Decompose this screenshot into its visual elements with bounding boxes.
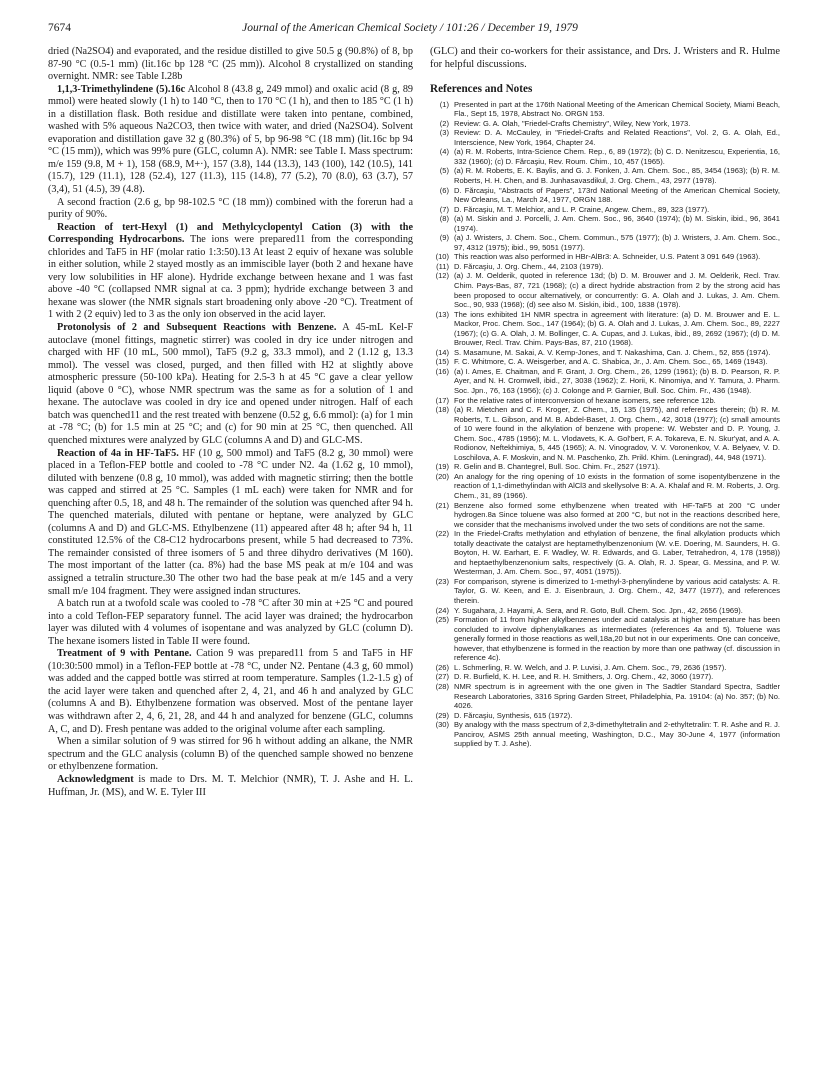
reference-text: Formation of 11 from higher alkylbenzenes under acid catalysis at higher temperature has been concluded to involve diphenylalkanes as intermediates (references 4a and 5). Toluene was generally formed in those reactions as well,18a,20 but not in our experiments. One can conceive, however, that ethylbenzene is formed in the reaction by more than one pathway (cf. discussion in reference 4c). [454, 615, 780, 663]
reference-number: (5) [439, 166, 449, 176]
reference-text: D. Fărcaşiu, Synthesis, 615 (1972). [454, 710, 573, 720]
reference-item [430, 606, 780, 616]
body-paragraph [48, 736, 413, 774]
reference-number: (9) [439, 233, 449, 243]
reference-number: (17) [435, 395, 449, 405]
reference-item [430, 663, 780, 673]
reference-text: An analogy for the ring opening of 10 exists in the formation of some isopentylbenzene in the reaction of 1,1-dimethylindan with AlCl3 and skellysolve B: A. A. Khalaf and R. M. Roberts, J. Org. Chem., 31, 89 (1966). [454, 471, 780, 501]
reference-number: (18) [435, 405, 449, 415]
reference-text: Presented in part at the 176th National Meeting of the American Chemical Society, Miami Beach, Fla., Sept 15, 1978, Abstract No. ORGN 153. [454, 99, 780, 119]
reference-text: The ions exhibited 1H NMR spectra in agreement with literature: (a) D. M. Brouwer and E. L. Mackor, Proc. Chem. Soc., 147 (1964); (b) G. A. Olah and J. Lukas, J. Am. Chem. Soc., 89, 2227 (1967); (c) G. A. Olah, J. M. Bollinger, C. A. Cupas, and J. Lukas, ibid., 89, 2692 (1967); (d) D. M. Brouwer, Recl. Trav. Chim. Pays-Bas, 87, 210 (1968). [454, 309, 780, 348]
reference-item [430, 672, 780, 682]
reference-item [430, 252, 780, 262]
reference-item [430, 100, 780, 119]
reference-item [430, 147, 780, 166]
acknowledgment-heading: Acknowledgment [57, 773, 134, 785]
reference-text: (a) R. M. Roberts, Intra-Science Chem. Rep., 6, 89 (1972); (b) C. D. Nenitzescu, Experientia, 16, 332 (1960); (c) D. Fărcaşiu, Rev. Roum. Chim., 10, 457 (1965). [454, 147, 780, 166]
paragraph-heading: Reaction of 4a in HF-TaF5. [57, 447, 179, 459]
reference-item [430, 166, 780, 185]
body-paragraph [48, 46, 413, 84]
paragraph-text: HF (10 g, 500 mmol) and TaF5 (8.2 g, 30 mmol) were placed in a Teflon-FEP bottle and cooled to -78 °C under N2. 4a (1.62 g, 10 mmol), diluted with benzene (0.8 g, 10 mmol), was added with magnetic stirring; then the bottle was capped and stirred at 25 °C. Samples (1 mL each) were taken for NMR and for quenching after 0.5, 18, and 48 h. The remainder of the solution was quenched after 94 h. The quenched materials, diluted with pentane or heptane, were analyzed by GLC (columns A and D) and GLC-MS. Ethylbenzene (11) appeared after 48 h; after 94 h, 11 constituted 12.5% of the C8-C12 hydrocarbons present, while 5 had decreased to 73%. The remainder consisted of three isomers of 5 and three dihydro derivatives (M 160). The most important of the latter (ca. 8%) had the base MS peak at m/e 104 and was assigned a tetralin structure.30 The other two had the base peak at m/e 145 and a very small m/e 104 fragment. They were assigned indan structures. [48, 447, 413, 597]
paragraph-heading: 1,1,3-Trimethylindene (5).16c [57, 83, 186, 95]
reference-item [430, 310, 780, 348]
reference-item [430, 711, 780, 721]
body-paragraph [48, 598, 413, 648]
reference-text: D. Fărcaşiu, "Abstracts of Papers", 173rd National Meeting of the American Chemical Society, New Orleans, La., March 24, 1977, ORGN 188. [454, 185, 780, 205]
paragraph-text: Alcohol 8 (43.8 g, 249 mmol) and oxalic acid (8 g, 89 mmol) were heated slowly (1 h) to 140 °C, then to 170 °C (1 h), and then to 185 °C (1 h) in a distillation flask. Both residue and distillate were taken into pentane, combined, washed with 5% aqueous Na2CO3, then twice with water, and dried (Na2SO4). Solvent evaporation and distillation gave 32 g (80.3%) of 5, bp 96-98 °C (18 mm) (lit.16c bp 94 °C (15 mm)), which was 99% pure (GLC, column A). NMR: see Table I. Mass spectrum: m/e 159 (9.8, M + 1), 158 (68.9, M+·), 157 (3.8), 144 (13.3), 143 (100), 142 (10.5), 141 (15.7), 129 (11.1), 128 (52.4), 127 (11.3), 115 (14.8), 77 (5.2), 70 (8.0), 63 (3.7), 57 (3,4), 51 (4.5), 39 (4.8). [48, 83, 413, 196]
reference-text: Review: G. A. Olah, "Friedel-Crafts Chemistry", Wiley, New York, 1973. [454, 118, 691, 128]
paragraph-text: dried (Na2SO4) and evaporated, and the residue distilled to give 50.5 g (90.8%) of 8, bp 87-90 °C (0.5-1 mm) (lit.16c bp 128 °C (25 mm)). Alcohol 8 crystallized on standing overnight. NMR: see Table I.28b [48, 46, 413, 83]
reference-item [430, 233, 780, 252]
reference-number: (1) [439, 99, 449, 109]
page-header [48, 22, 772, 36]
references-list [430, 100, 780, 749]
reference-number: (4) [439, 147, 449, 157]
paragraph-heading: Treatment of 9 with Pentane. [57, 648, 192, 660]
page-number: 7674 [48, 22, 71, 34]
acknowledgment-continuation: (GLC) and their co-workers for their assistance, and Drs. J. Wristers and R. Hulme for helpful discussions. [430, 46, 780, 70]
reference-number: (19) [435, 462, 449, 472]
paragraph-heading: Reaction of tert-Hexyl (1) and Methylcyclopentyl Cation (3) with the Corresponding Hydrocarbons. [48, 221, 413, 246]
reference-text: L. Schmerling, R. W. Welch, and J. P. Luvisi, J. Am. Chem. Soc., 79, 2636 (1957). [454, 662, 727, 672]
paragraph-text: A batch run at a twofold scale was cooled to -78 °C after 30 min at +25 °C and poured into a cold Teflon-FEP separatory funnel. The acid layer was drained; the hydrocarbon layer was diluted with 4 volumes of isopentane and was analyzed by GLC (column D). The hexane isomers listed in Table II were found. [48, 598, 413, 647]
reference-number: (28) [435, 681, 449, 691]
reference-text: For the relative rates of interconversion of hexane isomers, see reference 12b. [454, 395, 716, 405]
reference-number: (3) [439, 128, 449, 138]
reference-number: (24) [435, 605, 449, 615]
reference-number: (8) [439, 214, 449, 224]
reference-number: (27) [435, 672, 449, 682]
reference-text: (a) M. Siskin and J. Porcelli, J. Am. Chem. Soc., 96, 3640 (1974); (b) M. Siskin, ibid., 96, 3641 (1974). [454, 214, 780, 233]
reference-item [430, 128, 780, 147]
body-paragraph [48, 84, 413, 197]
body-paragraph [48, 448, 413, 599]
reference-number: (11) [436, 261, 449, 271]
references-heading: References and Notes [430, 82, 533, 95]
paragraph-text: A second fraction (2.6 g, bp 98-102.5 °C (18 mm)) combined with the forerun had a purity of 90%. [48, 196, 413, 221]
journal-citation: Journal of the American Chemical Society / 101:26 / December 19, 1979 [242, 22, 578, 34]
reference-number: (6) [439, 185, 449, 195]
reference-text: D. Fărcaşiu, J. Org. Chem., 44, 2103 (1979). [454, 261, 604, 271]
reference-text: R. Gelin and B. Chantegrel, Bull. Soc. Chim. Fr., 2527 (1971). [454, 462, 660, 472]
reference-item [430, 615, 780, 663]
reference-text: By analogy with the mass spectrum of 2,3-dimethyltetralin and 2-ethyltetralin: T. R. Ashe and R. J. Pancirov, ASMS 25th annual meeting, Washington, D.C., May 30-June 4, 1977 (information supplied by T. J. Ashe). [454, 720, 780, 749]
reference-item [430, 682, 780, 711]
reference-item [430, 396, 780, 406]
reference-number: (2) [439, 118, 449, 128]
reference-item [430, 720, 780, 749]
reference-number: (25) [435, 615, 449, 625]
paragraph-text: A 45-mL Kel-F autoclave (monel fittings, magnetic stirrer) was cooled in dry ice under nitrogen and charged with HF (10 mL, 500 mmol), TaF5 (9.2 g, 33.3 mmol), and 2 (1.12 g, 13.3 mmol). The vessel was closed, purged, and then filled with H2 at slightly above atmospheric pressure (50-100 kPa). Heating for 2.5-3 h at 45 °C gave a clear yellow liquid (above 0 °C), whose NMR spectrum was the same as for a solution of 1 and hexane. The autoclave was cooled in dry ice and opened under nitrogen. Half of each batch was quenched11 and the rest treated with benzene (0.52 g, 6.6 mmol): (a) for 1 min at -78 °C; (b) for 1.5 min at 25 °C; and (c) for 90 min at 25 °C, then quenched. All quenched mixtures were analyzed by GLC (columns A and D) and GLC-MS. [48, 322, 413, 446]
reference-number: (22) [435, 529, 449, 539]
reference-number: (13) [435, 309, 449, 319]
reference-item [430, 262, 780, 272]
reference-item [430, 357, 780, 367]
reference-number: (10) [435, 252, 449, 262]
reference-item [430, 501, 780, 530]
reference-text: D. R. Burfield, K. H. Lee, and R. H. Smithers, J. Org. Chem., 42, 3060 (1977). [454, 672, 714, 682]
right-column [430, 46, 780, 1046]
reference-item [430, 119, 780, 129]
reference-number: (26) [435, 662, 449, 672]
reference-item [430, 529, 780, 577]
body-paragraph [48, 197, 413, 222]
reference-item [430, 577, 780, 606]
reference-item [430, 186, 780, 205]
reference-item [430, 205, 780, 215]
reference-number: (29) [435, 710, 449, 720]
reference-number: (16) [435, 366, 449, 376]
acknowledgment-paragraph [48, 774, 413, 800]
reference-text: (a) J. M. Oelderik, quoted in reference 13d; (b) D. M. Brouwer and J. M. Oelderik, Recl. Trav. Chim. Pays-Bas, 87, 721 (1968); (c) a direct hydride abstraction from 2 by the strong acid has been proposed to occur alternatively, or concurrently: G. A. Olah and J. Lukas, J. Am. Chem. Soc., 90, 933 (1968); (d) see also M. Siskin, ibid., 100, 1838 (1978). [454, 271, 780, 310]
reference-number: (15) [435, 357, 449, 367]
body-paragraph [48, 322, 413, 447]
reference-number: (12) [435, 271, 449, 281]
reference-number: (20) [435, 471, 449, 481]
reference-item [430, 271, 780, 309]
reference-text: For comparison, styrene is dimerized to 1-methyl-3-phenylindene by various acid catalysts: A. R. Taylor, G. W. Keen, and E. J. Eisenbraun, J. Org. Chem., 42, 3477 (1977), and references therein. [454, 576, 780, 606]
reference-number: (21) [435, 500, 449, 510]
reference-item [430, 367, 780, 396]
reference-item [430, 214, 780, 233]
reference-text: D. Fărcaşiu, M. T. Melchior, and L. P. Craine, Angew. Chem., 89, 323 (1977). [454, 204, 710, 214]
reference-text: In the Friedel-Crafts methylation and ethylation of benzene, the final alkylation products which totally deactivate the catalyst are heptamethylbenzenonium (W. v.E. Doering, M. Saunders, H. G. Boyton, H. W. Earhart, E. F. Wadley, W. R. Edwards, and G. Laber, Tetrahedron, 4, 178 (1958)) and heptaethylbenzenonium salts, respectively (G. A. Olah, R. J. Spear, G. Messina, and P. W. Westerman, J. Am. Chem. Soc., 97, 4051 (1975)). [454, 529, 780, 577]
reference-text: (a) R. Mietchen and C. F. Kroger, Z. Chem., 15, 135 (1975), and references therein; (b) R. M. Roberts, T. L. Gibson, and M. B. Abdel-Baset, J. Org. Chem., 42, 3018 (1977); (c) small amounts of 10 were found in the alkylation of benzene with propene: W. Webster and D. P. Young, J. Chem. Soc., 4785 (1956); M. L. Vlodavets, K. A. Gol'bert, F. A. Tokareva, E. N. Skur'yat, and A. A. Rodionov, Neftekhimiya, 5, 445 (1965); A. N. Vinogradov, V. V. Voronenkov, V. A. Belyaev, V. D. Loschilova, A. F. Moskvin, and N. M. Paschenko, Zh. Prikl. Khim. (Leningrad), 44, 948 (1971). [454, 405, 780, 462]
reference-item [430, 472, 780, 501]
paragraph-heading: Protonolysis of 2 and Subsequent Reactions with Benzene. [57, 322, 337, 334]
reference-text: NMR spectrum is in agreement with the one given in The Sadtler Standard Spectra, Sadtler Research Laboratories, 3316 Spring Garden Street, Philadelphia, Pa. 19104: (a) No. 357; (b) No. 4026. [454, 681, 780, 711]
reference-text: S. Masamune, M. Sakai, A. V. Kemp-Jones, and T. Nakashima, Can. J. Chem., 52, 855 (1974). [454, 347, 771, 357]
reference-number: (14) [435, 347, 449, 357]
reference-text: (a) J. Wristers, J. Chem. Soc., Chem. Commun., 575 (1977); (b) J. Wristers, J. Am. Chem. Soc., 97, 4312 (1975); ibid., 99, 5051 (1977). [454, 233, 780, 252]
reference-text: This reaction was also performed in HBr-AlBr3: A. Schneider, U.S. Patent 3 091 649 (1963). [454, 252, 761, 262]
acknowledgment-text: is made to Drs. M. T. Melchior (NMR), T. J. Ashe and H. L. Huffman, Jr. (MS), and W. E. Tyler III [48, 773, 413, 798]
reference-number: (7) [439, 204, 449, 214]
reference-number: (30) [435, 720, 449, 730]
reference-item [430, 405, 780, 462]
reference-text: Y. Sugahara, J. Hayami, A. Sera, and R. Goto, Bull. Chem. Soc. Jpn., 42, 2656 (1969). [454, 605, 743, 615]
reference-text: (a) R. M. Roberts, E. K. Baylis, and G. J. Fonken, J. Am. Chem. Soc., 85, 3454 (1963); (b) R. M. Roberts, H. H. Chen, and B. Junhasavasdikul, J. Org. Chem., 43, 2977 (1978). [454, 166, 780, 185]
left-column [48, 46, 413, 1046]
reference-text: Benzene also formed some ethylbenzene when treated with HF-TaF5 at 200 °C under hydrogen.8a Since toluene was also formed at 200 °C, but not in the reactions described here, we consider that the mechanisms involved under the two sets of conditions are not the same. [454, 500, 780, 529]
body-paragraph [48, 222, 413, 322]
reference-number: (23) [435, 576, 449, 586]
paragraph-text: The ions were prepared11 from the corresponding chlorides and TaF5 in HF (molar ratio 1:3:50).13 At least 2 equiv of hexane was soluble in either solution, while 2 stayed mostly as an immiscible layer (both 2 and hexane have very low solubilities in HF alone). Hydride exchange between hexane and 1 was fast above -40 °C (collapsed NMR signal at ca. 3 ppm); hydride exchange between 3 and hexane was slower (the NMR signals start broadening only above -20 °C). Treatment of 1 with 2 (2 equiv) led to 3 as the only ion observed in the acid layer. [48, 234, 413, 321]
reference-text: (a) I. Ames, E. Chaitman, and F. Grant, J. Org. Chem., 26, 1299 (1961); (b) B. D. Pearson, R. P. Ayer, and N. H. Cromwell, ibid., 27, 3038 (1962); Z. Horii, K. Ninomiya, and Y. Tamura, J. Pharm. Soc. Jpn., 76, 163 (1956); (c) J. Colonge and P. Garnier, Bull. Soc. Chim. Fr., 436 (1948). [454, 366, 780, 395]
reference-text: Review: D. A. McCauley, in "Friedel-Crafts and Related Reactions", Vol. 2, G. A. Olah, Ed., Interscience, New York, 1964, Chapter 24. [454, 128, 780, 147]
reference-text: F. C. Whitmore, C. A. Weisgerber, and A. C. Shabica, Jr., J. Am. Chem. Soc., 65, 1469 (1943). [454, 357, 768, 367]
body-paragraph [48, 648, 413, 736]
paragraph-text: Cation 9 was prepared11 from 5 and TaF5 in HF (10:30:500 mmol) in a Teflon-FEP bottle at -78 °C, under N2. Pentane (4.3 g, 60 mmol) was added and the capped bottle was stirred at room temperature. Samples (1.2-1.5 g) of the acid layer were taken and quenched after 2, 4, 21, and 46 h and analyzed by GLC (columns A and B). Ethylbenzene formation was observed. Most of the pentane layer was withdrawn after 2, 4, 6, 21, 28, and 44 h and analyzed for benzene (GLC, columns A, C, and D). Fresh pentane was added to the original volume after each sampling. [48, 648, 413, 735]
reference-item [430, 348, 780, 358]
paragraph-text: When a similar solution of 9 was stirred for 96 h without adding an alkane, the NMR spectrum and the GLC analysis (column B) of the quenched sample showed no benzene or ethylbenzene formation. [48, 736, 413, 773]
reference-item [430, 462, 780, 472]
